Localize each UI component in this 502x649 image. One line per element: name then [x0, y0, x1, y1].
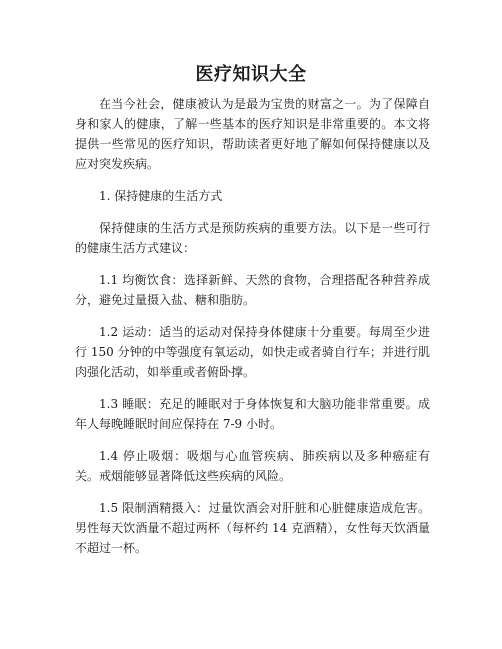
item-balanced-diet: 1.1 均衡饮食：选择新鲜、天然的食物，合理搭配各种营养成分，避免过量摄入盐、糖和脂肪。: [75, 273, 430, 307]
section-intro-paragraph: 保持健康的生活方式是预防疾病的重要方法。以下是一些可行的健康生活方式建议：: [75, 221, 430, 255]
document-title: 医疗知识大全: [195, 64, 307, 85]
item-exercise: 1.2 运动：适当的运动对保持身体健康十分重要。每周至少进行 150 分钟的中等强度有氧运动，如快走或者骑自行车；并进行肌肉强化活动，如举重或者俯卧撑。: [75, 325, 430, 379]
item-limit-alcohol: 1.5 限制酒精摄入：过量饮酒会对肝脏和心脏健康造成危害。男性每天饮酒量不超过两杯（每杯约 14 克酒精），女性每天饮酒量不超过一杯。: [75, 501, 430, 555]
intro-paragraph: 在当今社会，健康被认为是最为宝贵的财富之一。为了保障自身和家人的健康，了解一些基本的医疗知识是非常重要的。本文将提供一些常见的医疗知识，帮助读者更好地了解如何保持健康以及应对突发疾病。: [75, 97, 430, 171]
item-sleep: 1.3 睡眠：充足的睡眠对于身体恢复和大脑功能非常重要。成年人每晚睡眠时间应保持在 7-9 小时。: [75, 397, 430, 431]
document-body: [75, 94, 430, 570]
section-heading: 1. 保持健康的生活方式: [99, 189, 223, 203]
item-quit-smoking: 1.4 停止吸烟：吸烟与心血管疾病、肺疾病以及多种癌症有关。戒烟能够显著降低这些疾病的风险。: [75, 449, 430, 483]
